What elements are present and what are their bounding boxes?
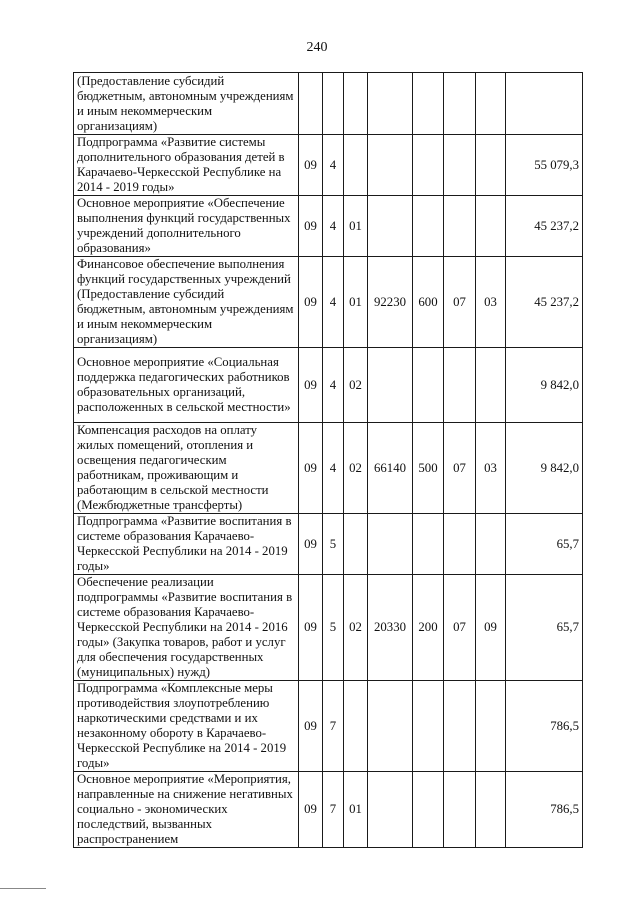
table-row: [74, 681, 583, 772]
row-name: Финансовое обеспечение выполнения функций государственных учреждений (Предоставление субсидий бюджетным, автономным учреждениям и иным некоммерческим организациям): [74, 257, 299, 348]
code-col-6: 07: [444, 575, 476, 681]
code-col-6: 07: [444, 257, 476, 348]
code-col-3: 02: [344, 348, 368, 423]
code-col-5: [413, 196, 444, 257]
code-col-7: [476, 681, 506, 772]
code-col-6: [444, 196, 476, 257]
code-col-5: [413, 73, 444, 135]
code-col-6: [444, 73, 476, 135]
code-col-7: [476, 514, 506, 575]
amount-cell: [506, 73, 583, 135]
code-col-4: 92230: [368, 257, 413, 348]
table-row: [74, 575, 583, 681]
amount-cell: 9 842,0: [506, 423, 583, 514]
code-col-1: 09: [299, 772, 323, 848]
code-col-7: [476, 348, 506, 423]
amount-cell: 65,7: [506, 514, 583, 575]
amount-cell: 9 842,0: [506, 348, 583, 423]
budget-table: [73, 72, 583, 848]
code-col-3: [344, 514, 368, 575]
code-col-1: 09: [299, 257, 323, 348]
code-col-5: [413, 514, 444, 575]
code-col-3: 01: [344, 196, 368, 257]
row-name: Основное мероприятие «Мероприятия, направленные на снижение негативных социально - экономических последствий, вызванных распространением: [74, 772, 299, 848]
code-col-4: [368, 348, 413, 423]
code-col-2: 4: [323, 196, 344, 257]
code-col-2: 5: [323, 575, 344, 681]
code-col-1: 09: [299, 135, 323, 196]
table-row: [74, 772, 583, 848]
code-col-1: 09: [299, 423, 323, 514]
table-row: [74, 423, 583, 514]
code-col-2: 4: [323, 348, 344, 423]
table-row: [74, 514, 583, 575]
code-col-3: 01: [344, 257, 368, 348]
code-col-5: [413, 772, 444, 848]
table-row: [74, 257, 583, 348]
code-col-5: 500: [413, 423, 444, 514]
code-col-4: 66140: [368, 423, 413, 514]
amount-cell: 786,5: [506, 681, 583, 772]
code-col-6: [444, 135, 476, 196]
code-col-4: [368, 196, 413, 257]
amount-cell: 55 079,3: [506, 135, 583, 196]
row-name: Подпрограмма «Развитие воспитания в системе образования Карачаево-Черкесской Республики на 2014 - 2019 годы»: [74, 514, 299, 575]
row-name: Основное мероприятие «Обеспечение выполнения функций государственных учреждений дополнительного образования»: [74, 196, 299, 257]
code-col-4: [368, 772, 413, 848]
row-name: Подпрограмма «Комплексные меры противодействия злоупотреблению наркотическими средствами и их незаконному обороту в Карачаево-Черкесской Республике на 2014 - 2019 годы»: [74, 681, 299, 772]
row-name: Обеспечение реализации подпрограммы «Развитие воспитания в системе образования Карачаево-Черкесской Республики на 2014 - 2016 годы» (Закупка товаров, работ и услуг для обеспечения государственных (муниципальных) нужд): [74, 575, 299, 681]
code-col-2: 7: [323, 772, 344, 848]
amount-cell: 65,7: [506, 575, 583, 681]
code-col-1: 09: [299, 514, 323, 575]
code-col-6: [444, 514, 476, 575]
code-col-4: 20330: [368, 575, 413, 681]
row-name: (Предоставление субсидий бюджетным, автономным учреждениям и иным некоммерческим организациям): [74, 73, 299, 135]
code-col-2: 4: [323, 135, 344, 196]
amount-cell: 45 237,2: [506, 257, 583, 348]
code-col-2: [323, 73, 344, 135]
code-col-6: [444, 772, 476, 848]
code-col-5: [413, 135, 444, 196]
code-col-6: [444, 348, 476, 423]
table-row: [74, 196, 583, 257]
code-col-3: 02: [344, 575, 368, 681]
code-col-7: [476, 73, 506, 135]
page-number: 240: [306, 40, 328, 55]
code-col-1: 09: [299, 348, 323, 423]
code-col-2: 7: [323, 681, 344, 772]
code-col-6: [444, 681, 476, 772]
code-col-3: [344, 135, 368, 196]
code-col-5: 600: [413, 257, 444, 348]
code-col-2: 4: [323, 257, 344, 348]
code-col-3: [344, 681, 368, 772]
code-col-1: 09: [299, 575, 323, 681]
code-col-3: 01: [344, 772, 368, 848]
table-row: [74, 348, 583, 423]
code-col-7: [476, 772, 506, 848]
code-col-4: [368, 73, 413, 135]
code-col-5: [413, 681, 444, 772]
scan-edge-line: [0, 888, 46, 889]
code-col-7: [476, 135, 506, 196]
row-name: Подпрограмма «Развитие системы дополнительного образования детей в Карачаево-Черкесской Республике на 2014 - 2019 годы»: [74, 135, 299, 196]
code-col-2: 4: [323, 423, 344, 514]
row-name: Компенсация расходов на оплату жилых помещений, отопления и освещения педагогическим работникам, проживающим и работающим в сельской местности (Межбюджетные трансферты): [74, 423, 299, 514]
row-name: Основное мероприятие «Социальная поддержка педагогических работников образовательных организаций, расположенных в сельской местности»: [74, 348, 299, 423]
code-col-4: [368, 135, 413, 196]
code-col-2: 5: [323, 514, 344, 575]
code-col-1: 09: [299, 196, 323, 257]
code-col-5: [413, 348, 444, 423]
code-col-3: 02: [344, 423, 368, 514]
code-col-1: 09: [299, 681, 323, 772]
table-row: [74, 73, 583, 135]
code-col-3: [344, 73, 368, 135]
code-col-4: [368, 514, 413, 575]
code-col-7: 03: [476, 257, 506, 348]
code-col-5: 200: [413, 575, 444, 681]
amount-cell: 786,5: [506, 772, 583, 848]
code-col-7: 03: [476, 423, 506, 514]
table-row: [74, 135, 583, 196]
code-col-7: [476, 196, 506, 257]
code-col-4: [368, 681, 413, 772]
code-col-1: [299, 73, 323, 135]
code-col-6: 07: [444, 423, 476, 514]
code-col-7: 09: [476, 575, 506, 681]
amount-cell: 45 237,2: [506, 196, 583, 257]
